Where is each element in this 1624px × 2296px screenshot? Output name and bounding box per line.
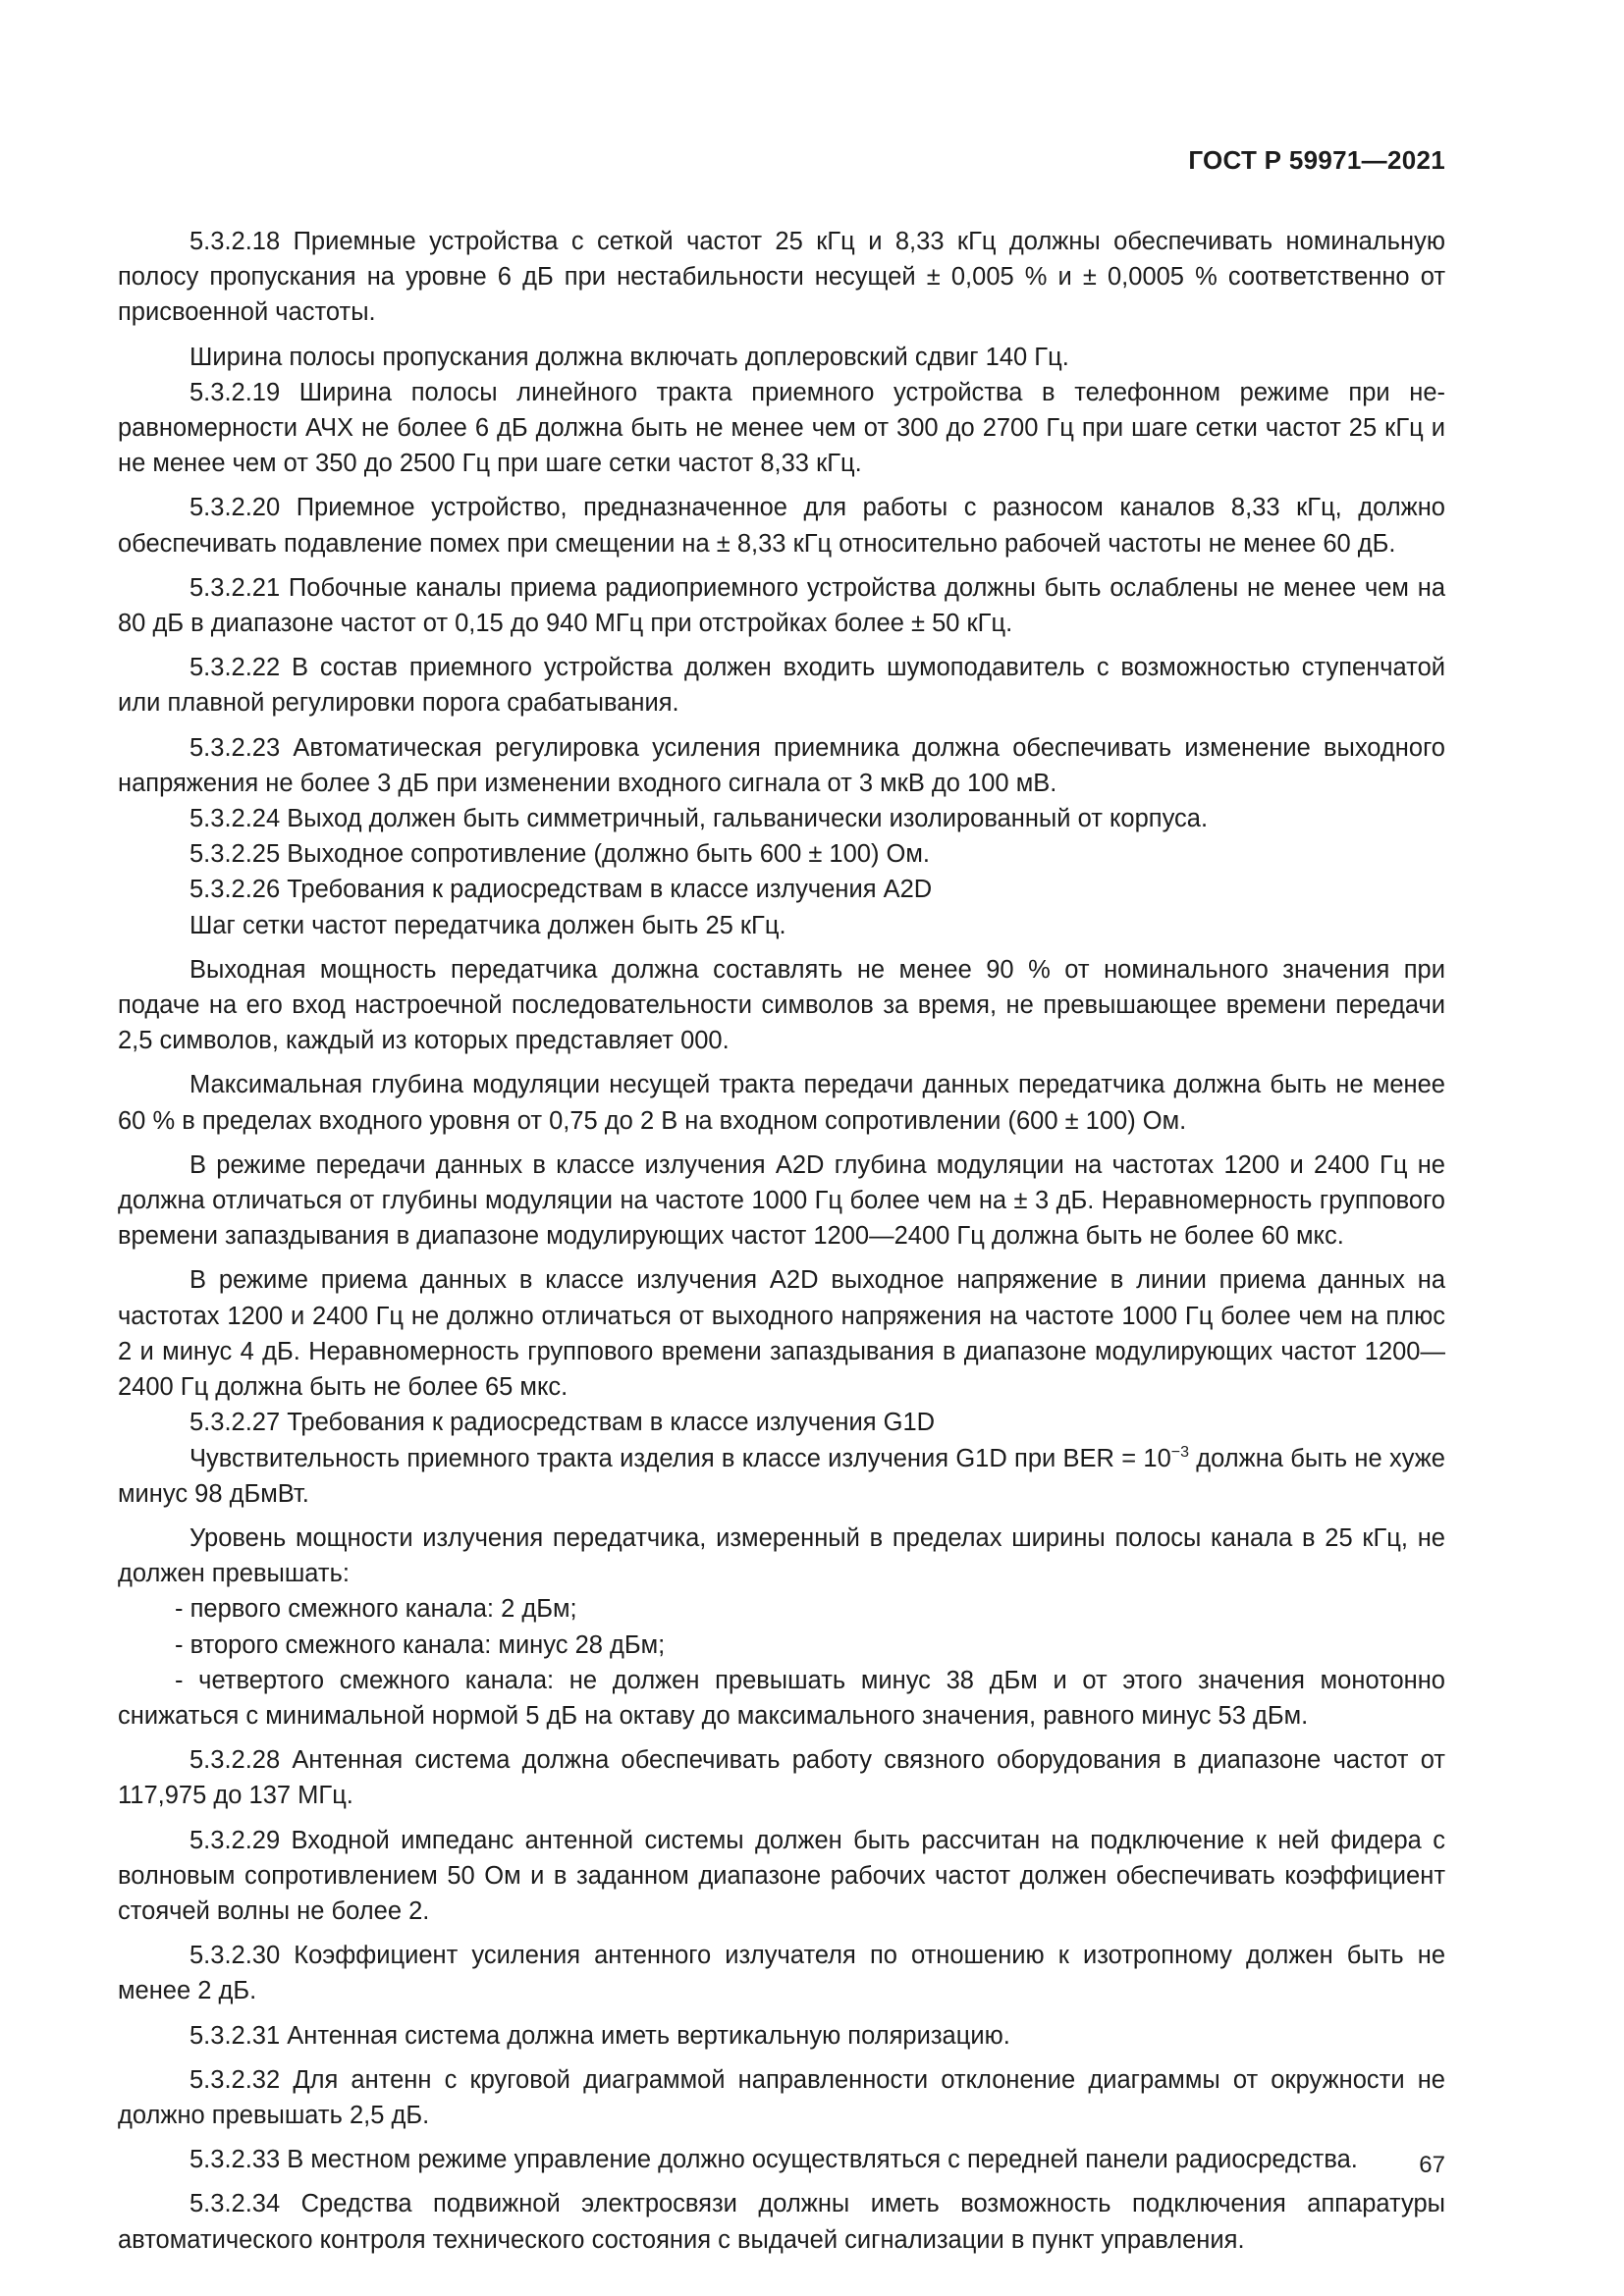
paragraph: 5.3.2.31 Антенная система должна иметь вертикальную поляризацию. xyxy=(189,2021,1010,2050)
paragraph: 5.3.2.26 Требования к радиосредствам в классе излучения A2D xyxy=(189,876,933,904)
paragraph-text: должна быть не хуже минус 98 дБмВт. xyxy=(118,1444,1445,1508)
paragraph: Выходная мощность передатчика должна составлять не менее 90 % от номинального значения при подаче на его вход настроечной последовательности символов за время, не превышающее времени передачи 2,5 символов, каждый из которых представляет 000. xyxy=(118,955,1445,1055)
list-item: - первого смежного канала: 2 дБм; xyxy=(175,1595,577,1624)
page-number: 67 xyxy=(1419,2152,1445,2178)
document-code-header: ГОСТ Р 59971—2021 xyxy=(1188,145,1445,175)
paragraph: 5.3.2.32 Для антенн с круговой диаграммой направленности отклонение диаграммы от окружности не должно превышать 2,5 дБ. xyxy=(118,2065,1445,2129)
list-item: - четвертого смежного канала: не должен превышать минус 38 дБм и от этого значения монотонно снижаться с минимальной нормой 5 дБ на октаву до максимального значения, равного минус 53 дБм. xyxy=(118,1666,1445,1730)
document-body xyxy=(118,224,1445,2258)
paragraph: 5.3.2.21 Побочные каналы приема радиоприемного устройства должны быть ослаблены не менее чем на 80 дБ в диапазоне частот от 0,15 до 940 МГц при отстройках более ± 50 кГц. xyxy=(118,573,1445,638)
paragraph-text: Чувствительность приемного тракта изделия в классе излучения G1D при BER = 10 xyxy=(189,1444,1171,1472)
paragraph: 5.3.2.34 Средства подвижной электросвязи должны иметь возможность подключения аппаратуры автоматического контроля технического состояния с выдачей сигнализации в пункт управления. xyxy=(118,2190,1445,2254)
exponent: −3 xyxy=(1170,1443,1190,1461)
paragraph: 5.3.2.22 В состав приемного устройства должен входить шумоподавитель с возможностью ступенчатой или плавной регулировки порога срабатывания. xyxy=(118,654,1445,718)
paragraph: 5.3.2.33 В местном режиме управление должно осуществляться с передней панели радиосредства. xyxy=(189,2146,1358,2174)
paragraph: Уровень мощности излучения передатчика, измеренный в пределах ширины полосы канала в 25 кГц, не должен превышать: xyxy=(118,1523,1445,1588)
paragraph: 5.3.2.29 Входной импеданс антенной системы должен быть рассчитан на подключение к ней фидера с волновым сопротивлением 50 Ом и в заданном диапазоне рабочих частот должен обеспечивать коэффициент стоячей волны не более 2. xyxy=(118,1826,1445,1925)
list-item: - второго смежного канала: минус 28 дБм; xyxy=(175,1630,666,1659)
paragraph xyxy=(118,1441,1445,1512)
paragraph: 5.3.2.20 Приемное устройство, предназначенное для работы с разносом каналов 8,33 кГц, должно обеспечивать подавление помех при смещении на ± 8,33 кГц относительно рабочей частоты не менее 60 дБ. xyxy=(118,494,1445,558)
paragraph: 5.3.2.19 Ширина полосы линейного тракта приемного устройства в телефонном режиме при неравномерности АЧХ не более 6 дБ должна быть не менее чем от 300 до 2700 Гц при шаге сетки частот 25 кГц и не менее чем от 350 до 2500 Гц при шаге сетки частот 8,33 кГц. xyxy=(118,378,1445,478)
paragraph: 5.3.2.25 Выходное сопротивление (должно быть 600 ± 100) Ом. xyxy=(189,840,930,869)
paragraph: 5.3.2.30 Коэффициент усиления антенного излучателя по отношению к изотропному должен быть не менее 2 дБ. xyxy=(118,1942,1445,2005)
paragraph: В режиме приема данных в классе излучения A2D выходное напряжение в линии приема данных на частотах 1200 и 2400 Гц не должно отличаться от выходного напряжения на частоте 1000 Гц более чем на плюс 2 и минус 4 дБ. Неравномерность группового времени запаздывания в диапазоне модулирующих частот 1200—2400 Гц должна быть не более 65 мкс. xyxy=(118,1266,1445,1402)
paragraph: Ширина полосы пропускания должна включать доплеровский сдвиг 140 Гц. xyxy=(189,343,1069,371)
paragraph: Максимальная глубина модуляции несущей тракта передачи данных передатчика должна быть не менее 60 % в пределах входного уровня от 0,75 до 2 В на входном сопротивлении (600 ± 100) Ом. xyxy=(118,1071,1445,1135)
paragraph: 5.3.2.23 Автоматическая регулировка усиления приемника должна обеспечивать изменение выходного напряжения не более 3 дБ при изменении входного сигнала от 3 мкВ до 100 мВ. xyxy=(118,733,1445,797)
paragraph: 5.3.2.27 Требования к радиосредствам в классе излучения G1D xyxy=(189,1409,936,1437)
paragraph: 5.3.2.28 Антенная система должна обеспечивать работу связного оборудования в диапазоне частот от 117,975 до 137 МГц. xyxy=(118,1746,1445,1810)
paragraph: 5.3.2.18 Приемные устройства с сеткой частот 25 кГц и 8,33 кГц должны обеспечивать номинальную полосу пропускания на уровне 6 дБ при нестабильности несущей ± 0,005 % и ± 0,0005 % соответственно от присвоенной частоты. xyxy=(118,228,1445,327)
paragraph: 5.3.2.24 Выход должен быть симметричный, гальванически изолированный от корпуса. xyxy=(189,805,1209,833)
paragraph: Шаг сетки частот передатчика должен быть 25 кГц. xyxy=(189,911,786,939)
paragraph: В режиме передачи данных в классе излучения A2D глубина модуляции на частотах 1200 и 2400 Гц не должна отличаться от глубины модуляции на частоте 1000 Гц более чем на ± 3 дБ. Неравномерность группового времени запаздывания в диапазоне модулирующих частот 1200—2400 Гц должна быть не более 60 мкс. xyxy=(118,1150,1445,1251)
